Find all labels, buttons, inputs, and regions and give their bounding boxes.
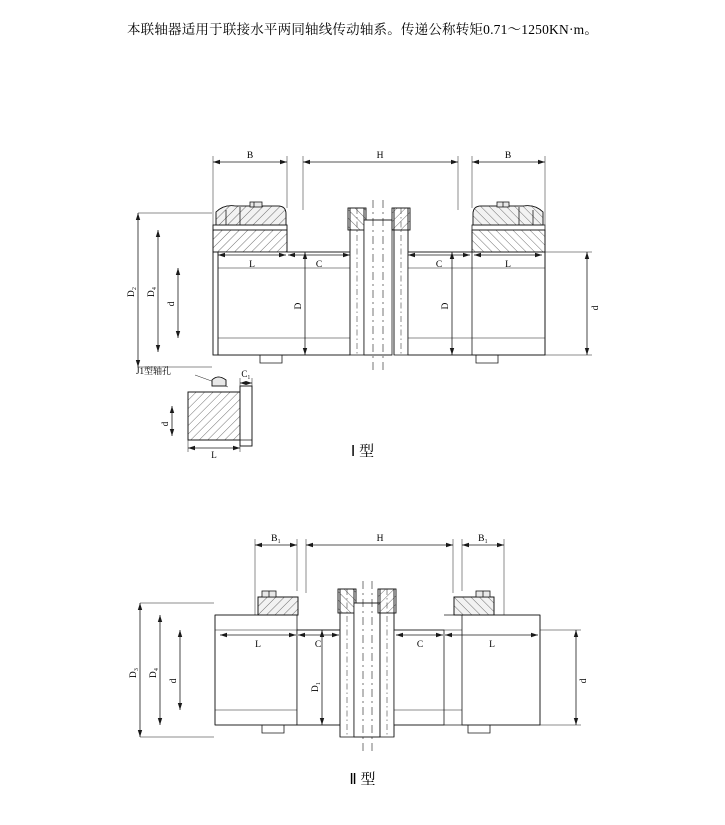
label-D1: D₁	[311, 681, 321, 693]
label-D2: D₂	[127, 286, 137, 298]
label-D-right: D	[441, 302, 451, 310]
header-description: 本联轴器适用于联接水平两同轴线传动轴系。传递公称转矩0.71～1250KN·m。	[126, 22, 599, 37]
label-detail-L: L	[211, 450, 217, 460]
label-D-left: D	[294, 302, 304, 310]
label-D4-2: D₄	[149, 667, 159, 679]
label-L-right-2: L	[489, 640, 495, 650]
label-d-right: d	[591, 305, 601, 311]
figure-type-1	[100, 140, 625, 460]
label-B-left: B	[246, 151, 254, 161]
figure-type-2	[110, 525, 620, 755]
label-C-left: C	[315, 260, 323, 270]
figure-1-caption: Ⅰ 型	[350, 444, 375, 460]
label-B1-left: B₁	[271, 534, 281, 544]
label-C-left-2: C	[314, 640, 322, 650]
label-B1-right: B₁	[478, 534, 488, 544]
label-H: H	[376, 151, 384, 161]
label-H2: H	[376, 534, 384, 544]
label-L-right: L	[505, 260, 511, 270]
label-d-left: d	[167, 301, 177, 307]
label-L-left: L	[249, 260, 255, 270]
label-d-left-2: d	[169, 678, 179, 684]
figure-2-caption: Ⅱ 型	[349, 772, 376, 788]
label-C-right: C	[435, 260, 443, 270]
label-d-right-2: d	[579, 678, 589, 684]
label-C1: C₁	[241, 369, 251, 379]
label-D4: D₄	[147, 286, 157, 298]
label-B-right: B	[504, 151, 512, 161]
label-j1-bore: J1型轴孔	[136, 366, 172, 376]
label-C-right-2: C	[416, 640, 424, 650]
label-detail-d: d	[160, 421, 170, 427]
label-L-left-2: L	[255, 640, 261, 650]
label-D3: D₃	[129, 667, 139, 679]
